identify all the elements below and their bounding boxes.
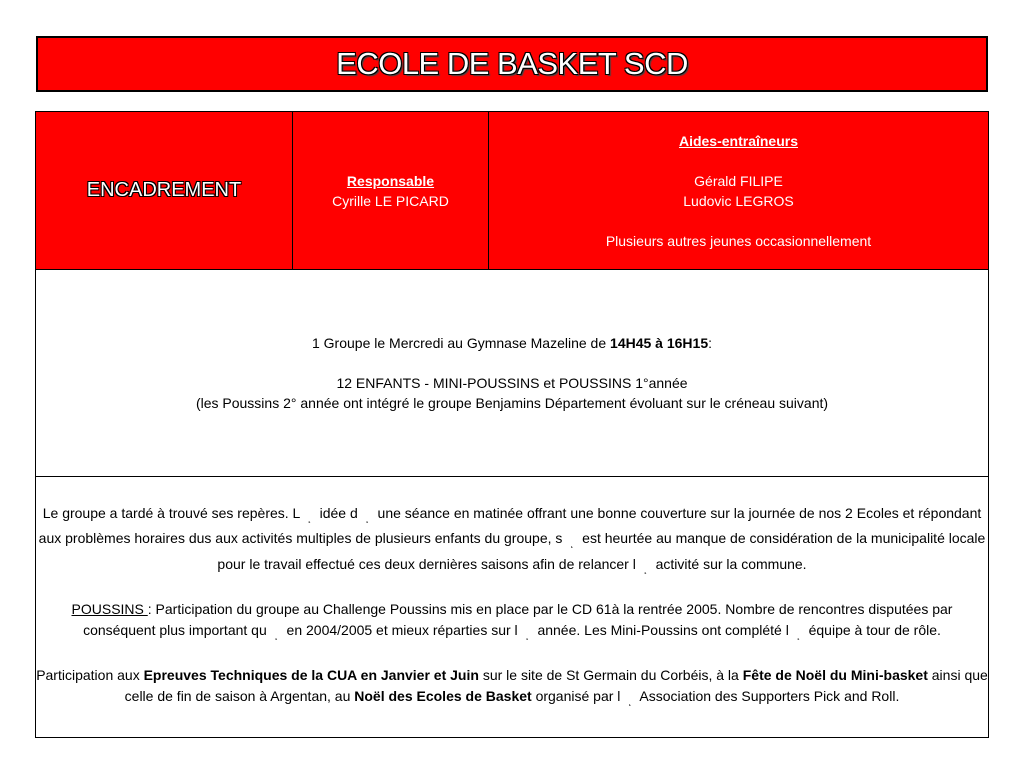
- groupe-line1: 1 Groupe le Mercredi au Gymnase Mazeline de 14H45 à 16H15:: [311, 335, 712, 351]
- description-cell: [36, 477, 989, 738]
- responsable-name: Cyrille LE PICARD: [332, 192, 449, 209]
- aide-name: Ludovic LEGROS: [683, 192, 794, 209]
- poussins-label: POUSSINS: [71, 601, 148, 618]
- groupe-cell: [36, 270, 989, 477]
- encadrement-row: [36, 112, 989, 270]
- groupe-row: [36, 270, 989, 477]
- info-table: [35, 111, 989, 738]
- groupe-line3: (les Poussins 2° année ont intégré le groupe Benjamins Département évoluant sur le créneau suivant): [195, 395, 829, 411]
- description-para2: POUSSINS : Participation du groupe au Challenge Poussins mis en place par le CD 61à la rentrée 2005. Nombre de rencontres disputées par conséquent plus important qu ˛ en 2004/2005 et mieux réparties sur l ˛ année. Les Mini-Poussins ont complété l ˛ équipe à tour de rôle.: [71, 601, 953, 640]
- encadrement-label: ENCADREMENT: [36, 112, 293, 270]
- description-row: [36, 477, 989, 738]
- responsable-cell: [293, 112, 489, 270]
- groupe-hours: 14H45 à 16H15: [610, 335, 709, 351]
- page-title: ECOLE DE BASKET SCD: [336, 46, 688, 81]
- aides-note: Plusieurs autres jeunes occasionnellement: [605, 232, 872, 249]
- aide-name: Gérald FILIPE: [694, 172, 783, 189]
- description-para1: Le groupe a tardé à trouvé ses repères. L ˛ idée d ˛ une séance en matinée offrant une bonne couverture sur la journée de nos 2 Ecoles et répondant aux problèmes horaires dus aux activités multiples de plusieurs enfants du groupe, s ˛ est heurtée au manque de considération de la municipalité locale pour le travail effectué ces deux dernières saisons afin de relancer l ˛ activité sur la commune.: [38, 504, 986, 574]
- title-banner: [36, 36, 988, 92]
- aides-cell: [489, 112, 989, 270]
- responsable-heading: Responsable: [346, 172, 435, 189]
- description-para3: Participation aux Epreuves Techniques de la CUA en Janvier et Juin sur le site de St Germain du Corbéis, à la Fête de Noël du Mini-basket ainsi que celle de fin de saison à Argentan, au Noël des Ecoles de Basket organisé par l ˛ Association des Supporters Pick and Roll.: [36, 667, 988, 706]
- aides-heading: Aides-entraîneurs: [678, 132, 799, 149]
- groupe-line2: 12 ENFANTS - MINI-POUSSINS et POUSSINS 1°année: [336, 375, 688, 391]
